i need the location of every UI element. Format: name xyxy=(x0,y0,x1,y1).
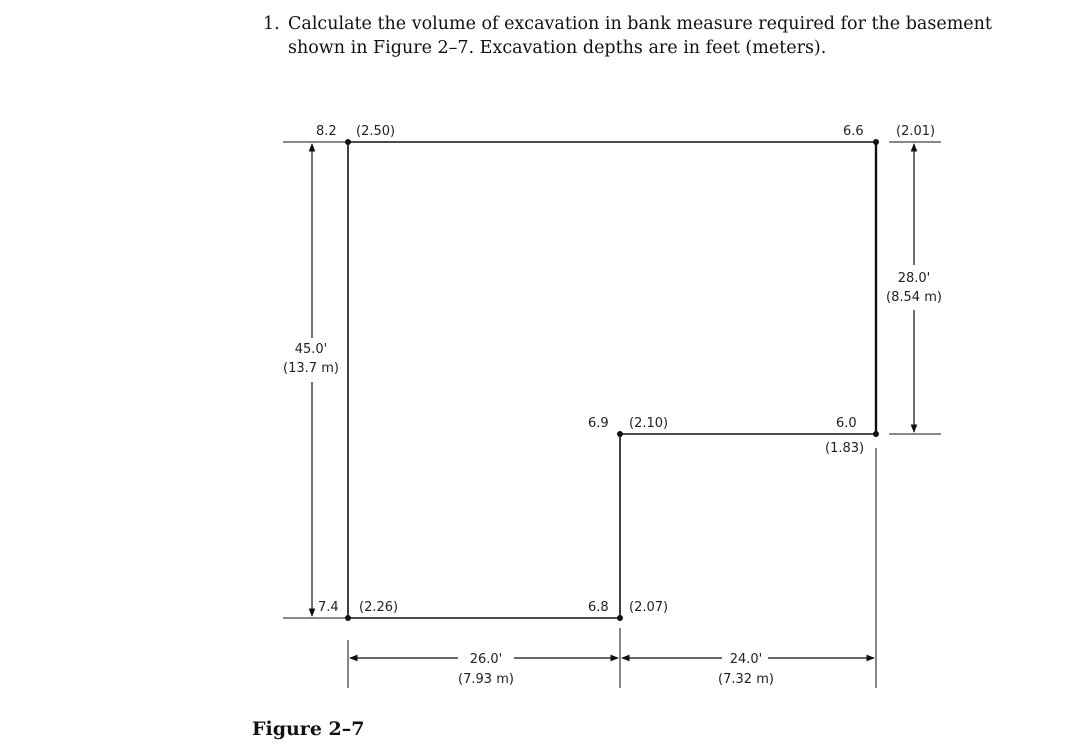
depth-label-bottom-mid-m: (2.07) xyxy=(629,600,669,615)
depth-label-right-mid-ft: 6.0 xyxy=(836,416,857,431)
dimension-label-bottom-left-width-ft: 26.0' xyxy=(469,652,503,667)
corner-point-inner xyxy=(617,431,623,437)
depth-label-top-left-m: (2.50) xyxy=(356,124,396,139)
dimension-label-bottom-left-width-m: (7.93 m) xyxy=(458,672,514,687)
depth-label-inner-m: (2.10) xyxy=(629,416,669,431)
dimension-label-left-height-m: (13.7 m) xyxy=(283,361,339,376)
depth-label-bottom-mid-ft: 6.8 xyxy=(588,600,609,615)
dimension-lines xyxy=(312,144,914,658)
corner-point-right-mid xyxy=(873,431,879,437)
depth-label-inner-ft: 6.9 xyxy=(588,416,609,431)
problem-text: Calculate the volume of excavation in bank measure required for the basement shown in Figure 2–7. Excavation depths are in feet (meters). xyxy=(288,14,992,58)
depth-label-top-left-ft: 8.2 xyxy=(316,124,337,139)
problem-number: 1. xyxy=(263,14,280,34)
depth-label-right-mid-m: (1.83) xyxy=(825,441,865,456)
dimension-label-bottom-right-width-m: (7.32 m) xyxy=(718,672,774,687)
depth-label-top-right-m: (2.01) xyxy=(896,124,936,139)
dimension-label-left-height-ft: 45.0' xyxy=(294,342,328,357)
figure-caption: Figure 2–7 xyxy=(252,718,365,740)
corner-point-top-left xyxy=(345,139,351,145)
basement-outline xyxy=(348,142,876,618)
dimension-label-bottom-right-width-ft: 24.0' xyxy=(729,652,763,667)
corner-point-top-right xyxy=(873,139,879,145)
depth-label-bottom-left-m: (2.26) xyxy=(359,600,399,615)
corner-point-bottom-mid xyxy=(617,615,623,621)
corner-point-bottom-left xyxy=(345,615,351,621)
depth-label-bottom-left-ft: 7.4 xyxy=(318,600,339,615)
depth-label-top-right-ft: 6.6 xyxy=(843,124,864,139)
dimension-label-right-height-m: (8.54 m) xyxy=(886,290,942,305)
corner-points xyxy=(345,139,879,621)
dimension-label-right-height-ft: 28.0' xyxy=(897,271,931,286)
